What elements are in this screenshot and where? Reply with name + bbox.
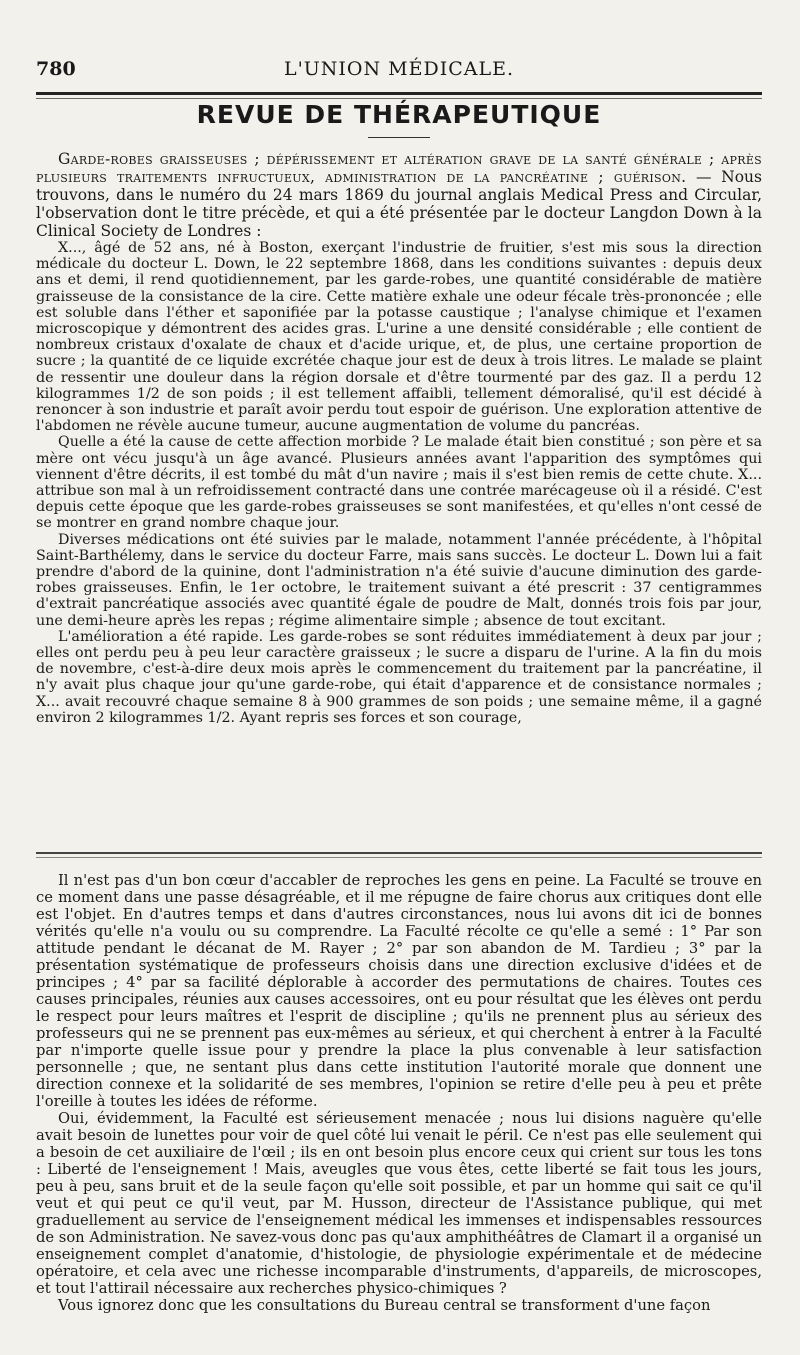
article-heading: Garde-robes graisseuses ; dépérissement et altération grave de la santé générale ; après plusieurs traitements infructueux, administration de la pancréatine ; guérison. bbox=[36, 150, 762, 186]
page-number: 780 bbox=[36, 58, 76, 80]
article-lead bbox=[36, 150, 762, 240]
feuilleton-divider bbox=[36, 852, 762, 854]
feuilleton-paragraph: Vous ignorez donc que les consultations du Bureau central se transforment d'une façon bbox=[58, 1297, 711, 1314]
article-paragraph: Quelle a été la cause de cette affection morbide ? Le malade était bien constitué ; son père et sa mère ont vécu jusqu'à un âge avancé. Plusieurs années avant l'apparition des symptômes qui viennent d'être décrits, il est tombé du mât d'un navire ; mais il s'est bien remis de cette chute. X... attribue son mal à un refroidissement contracté dans une contrée marécageuse où il a résidé. C'est depuis cette époque que les garde-robes graisseuses se sont manifestées, et qu'elles n'ont cessé de se montrer en grand nombre chaque jour. bbox=[36, 434, 762, 532]
feuilleton bbox=[36, 872, 762, 1314]
feuilleton-paragraph: Il n'est pas d'un bon cœur d'accabler de reproches les gens en peine. La Faculté se trouve en ce moment dans une passe désagréable, et il me répugne de faire chorus aux critiques dont elle est l'objet. En d'autres temps et dans d'autres circonstances, nous lui avons dit ici de bonnes vérités qu'elle n'a voulu ou su comprendre. La Faculté récolte ce qu'elle a semé : 1° Par son attitude pendant le décanat de M. Rayer ; 2° par son abandon de M. Tardieu ; 3° par la présentation systématique de professeurs choisis dans une direction exclusive d'idées et de principes ; 4° par sa facilité déplorable à accorder des permutations de chaires. Toutes ces causes principales, réunies aux causes accessoires, ont eu pour résultat que les élèves ont perdu le respect pour leurs maîtres et l'esprit de discipline ; qu'ils ne prennent plus au sérieux des professeurs qui ne se prennent pas eux-mêmes au sérieux, et qui cherchent à entrer à la Faculté par n'importe quelle issue pour y prendre la place la plus convenable à leur satisfaction personnelle ; que, ne sentant plus dans cette institution l'autorité morale que donnent une direction connexe et la solidarité de ses membres, l'opinion se retire d'elle peu à peu et prête l'oreille à toutes les idées de réforme. bbox=[36, 872, 762, 1110]
journal-page bbox=[36, 0, 762, 1355]
article-intro: — Nous trouvons, dans le numéro du 24 mars 1869 du journal anglais Medical Press and Circular, l'observation dont le titre précède, et qui a été présentée par le docteur Langdon Down à la Clinical Society de Londres : bbox=[36, 168, 762, 240]
page-header bbox=[36, 58, 762, 84]
feuilleton-divider-thin bbox=[36, 857, 762, 858]
article-paragraph: L'amélioration a été rapide. Les garde-robes se sont réduites immédiatement à deux par jour ; elles ont perdu peu à peu leur caractère graisseux ; le sucre a disparu de l'urine. A la fin du mois de novembre, c'est-à-dire deux mois après le commencement du traitement par la pancréatine, il n'y avait plus chaque jour qu'une garde-robe, qui était d'apparence et de consistance normales ; X... avait recouvré chaque semaine 8 à 900 grammes de son poids ; une semaine même, il a gagné environ 2 kilogrammes 1/2. Ayant repris ses forces et son courage, bbox=[36, 628, 762, 726]
header-rule-thin bbox=[36, 98, 762, 99]
header-rule bbox=[36, 92, 762, 95]
article bbox=[36, 150, 762, 726]
article-paragraph: Diverses médications ont été suivies par le malade, notamment l'année précédente, à l'hôpital Saint-Barthélemy, dans le service du docteur Farre, mais sans succès. Le docteur L. Down lui a fait prendre d'abord de la quinine, dont l'administration n'a été suivie d'aucune diminution des garde-robes graisseuses. Enfin, le 1er octobre, le traitement suivant a été prescrit : 37 centigrammes d'extrait pancréatique associés avec quantité égale de poudre de Malt, donnés trois fois par jour, une demi-heure après les repas ; régime alimentaire simple ; absence de tout excitant. bbox=[36, 531, 762, 629]
running-head: L'UNION MÉDICALE. bbox=[283, 58, 515, 80]
section-title: REVUE DE THÉRAPEUTIQUE bbox=[196, 100, 602, 129]
feuilleton-paragraph: Oui, évidemment, la Faculté est sérieusement menacée ; nous lui disions naguère qu'elle avait besoin de lunettes pour voir de quel côté lui venait le péril. Ce n'est pas elle seulement qui a besoin de cet auxiliaire de l'œil ; ils en ont besoin plus encore ceux qui crient sur tous les tons : Liberté de l'enseignement ! Mais, aveugles que vous êtes, cette liberté se fait tous les jours, peu à peu, sans bruit et de la seule façon qu'elle soit possible, et par un homme qui sait ce qu'il veut et qui peut ce qu'il veut, par M. Husson, directeur de l'Assistance publique, qui met graduellement au service de l'enseignement médical les immenses et indispensables ressources de son Administration. Ne savez-vous donc pas qu'aux amphithéâtres de Clamart il a organisé un enseignement complet d'anatomie, d'histologie, de physiologie expérimentale et de médecine opératoire, et cela avec une richesse incomparable d'instruments, d'appareils, de microscopes, et tout l'attirail nécessaire aux recherches physico-chimiques ? bbox=[36, 1110, 762, 1297]
title-underline bbox=[368, 137, 430, 138]
article-paragraph: X..., âgé de 52 ans, né à Boston, exerçant l'industrie de fruitier, s'est mis sous la direction médicale du docteur L. Down, le 22 septembre 1868, dans les conditions suivantes : depuis deux ans et demi, il rend quotidiennement, par les garde-robes, une quantité considérable de matière graisseuse de la consistance de la cire. Cette matière exhale une odeur fécale très-prononcée ; elle est soluble dans l'éther et saponifiée par la potasse caustique ; l'analyse chimique et l'examen microscopique y démontrent des acides gras. L'urine a une densité considérable ; elle contient de nombreux cristaux d'oxalate de chaux et d'acide urique, et, de plus, une certaine proportion de sucre ; la quantité de ce liquide excrétée chaque jour est de deux à trois litres. Le malade se plaint de ressentir une douleur dans la région dorsale et d'être tourmenté par des gaz. Il a perdu 12 kilogrammes 1/2 de son poids ; il est tellement affaibli, tellement démoralisé, qu'il est décidé à renoncer à son industrie et paraît avoir perdu tout espoir de guérison. Une exploration attentive de l'abdomen ne révèle aucune tumeur, aucune augmentation de volume du pancréas. bbox=[36, 240, 762, 435]
